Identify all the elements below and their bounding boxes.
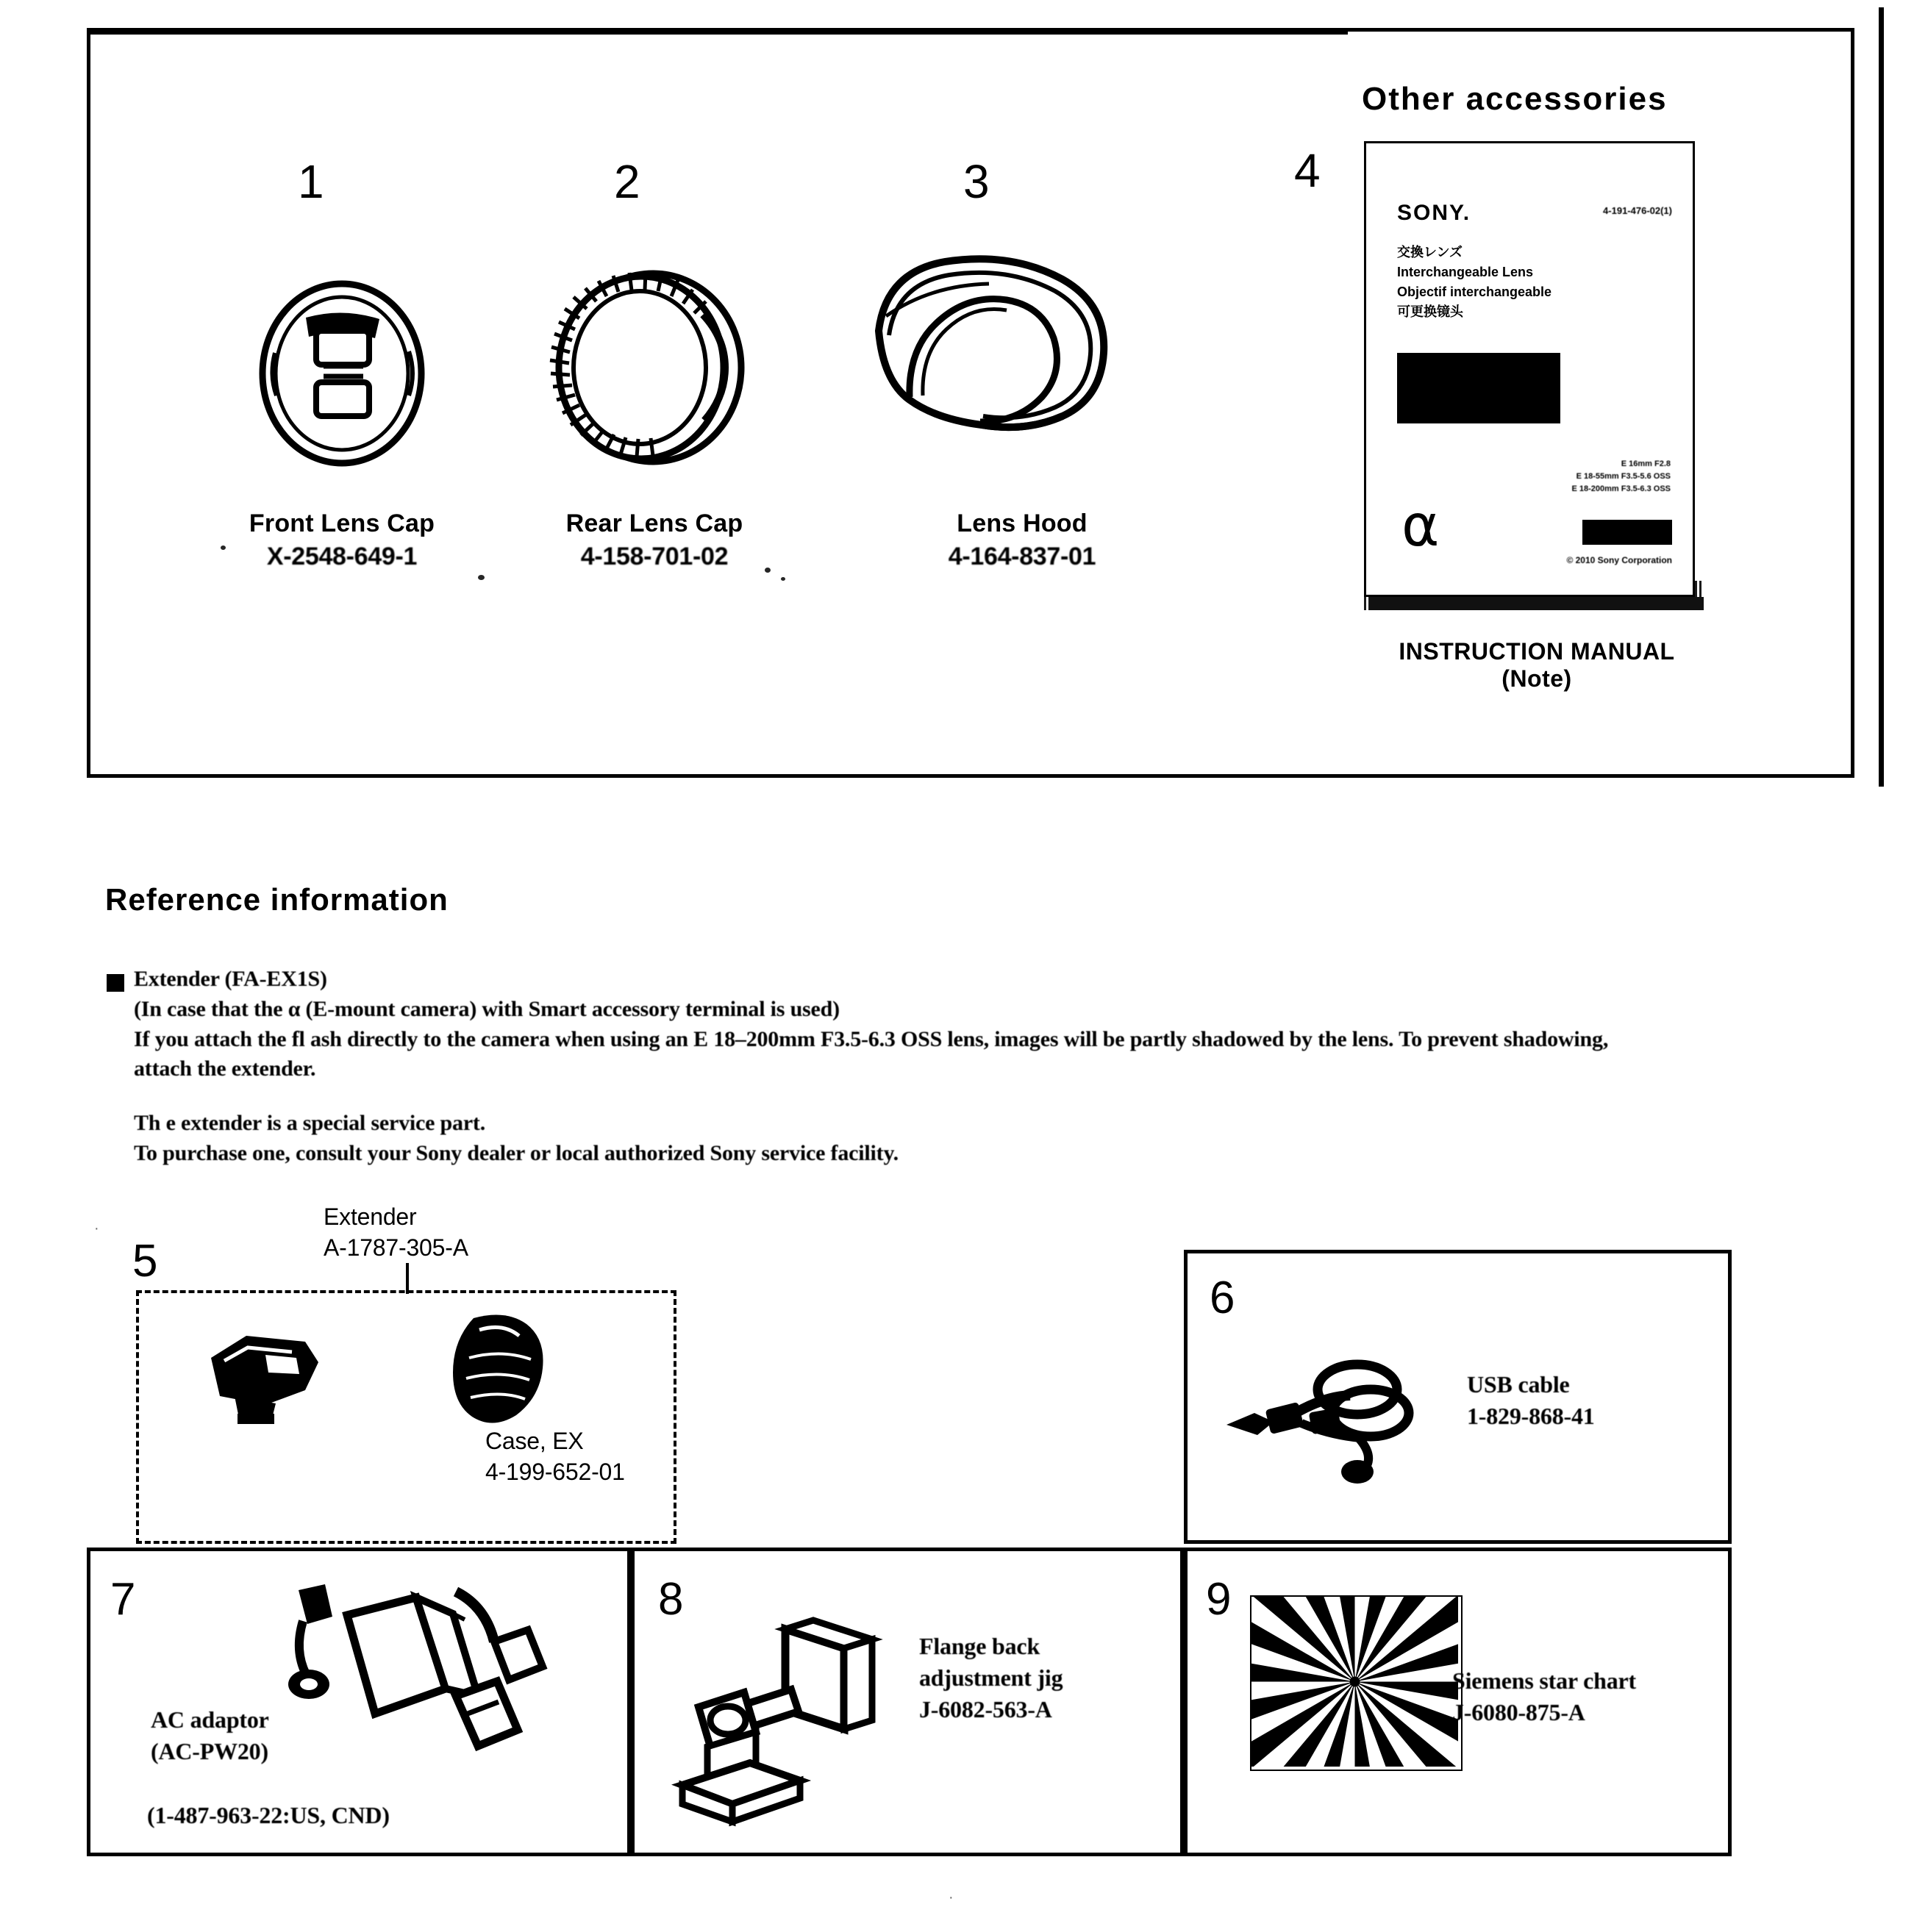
figure-number-9: 9 <box>1206 1574 1232 1625</box>
manual-title-en: Interchangeable Lens <box>1397 265 1534 279</box>
siemens-star-chart-part-number: J-6080-875-A <box>1452 1699 1585 1726</box>
rear-lens-cap-illustration <box>529 257 765 471</box>
extender-illustration <box>195 1320 335 1430</box>
usb-cable-illustration <box>1213 1345 1456 1492</box>
manual-title-cn: 可更换镜头 <box>1397 304 1463 319</box>
front-lens-cap-part-number: X-2548-649-1 <box>266 543 418 570</box>
sony-logo: SONY. <box>1397 201 1471 225</box>
crop-mark-left: · <box>94 1220 99 1237</box>
ac-adaptor-illustration <box>235 1577 551 1797</box>
manual-title-fr: Objectif interchangeable <box>1397 285 1552 299</box>
alpha-logo: α <box>1401 493 1440 559</box>
figure-number-4: 4 <box>1294 144 1321 197</box>
figure-number-2: 2 <box>614 155 640 208</box>
service-part-note-line-2: To purchase one, consult your Sony dealer or local authorized Sony service facility. <box>134 1141 899 1165</box>
usb-cable-part-number: 1-829-868-41 <box>1467 1403 1595 1430</box>
extender-subheading: (In case that the α (E-mount camera) with Smart accessory terminal is used) <box>134 997 840 1021</box>
figure-number-3: 3 <box>963 155 990 208</box>
page-right-edge-rule <box>1879 7 1884 787</box>
figure-number-6: 6 <box>1210 1273 1235 1323</box>
instruction-manual-cover <box>1364 141 1695 597</box>
ac-adaptor-model: (AC-PW20) <box>151 1738 268 1765</box>
service-part-note-line-1: Th e extender is a special service part. <box>134 1111 486 1135</box>
manual-shadow-solid <box>1369 597 1704 610</box>
manual-copyright: © 2010 Sony Corporation <box>1566 555 1672 565</box>
manual-model-3: E 18-200mm F3.5-6.3 OSS <box>1571 484 1671 494</box>
figure-number-5: 5 <box>132 1236 158 1287</box>
rear-lens-cap-part-number: 4-158-701-02 <box>580 543 729 570</box>
usb-cable-label <box>1467 1369 1595 1432</box>
instruction-manual-caption: INSTRUCTION MANUAL (Note) <box>1399 638 1675 692</box>
lens-hood-label: Lens Hood <box>957 509 1088 537</box>
manual-model-2: E 18-55mm F3.5-5.6 OSS <box>1576 472 1671 482</box>
siemens-star-illustration <box>1250 1595 1463 1771</box>
case-ex-name: Case, EX <box>485 1428 584 1454</box>
front-lens-cap-illustration <box>235 265 449 471</box>
lens-hood-part-number: 4-164-837-01 <box>948 543 1096 570</box>
extender-case-illustration <box>435 1305 568 1434</box>
manual-doc-code: 4-191-476-02(1) <box>1603 205 1672 216</box>
ac-adaptor-name: AC adaptor <box>151 1706 269 1733</box>
extender-heading: Extender (FA-EX1S) <box>134 967 327 991</box>
ac-adaptor-label <box>151 1704 269 1767</box>
extender-paragraph-line-1: If you attach the fl ash directly to the camera when using an E 18–200mm F3.5-6.3 OSS lens, images will be partly shadowed by the lens. To prevent shadowing, <box>134 1027 1609 1051</box>
lens-hood-illustration <box>842 243 1129 478</box>
bullet-square-icon <box>107 974 124 992</box>
rear-lens-cap-label: Rear Lens Cap <box>565 509 743 537</box>
manual-title-jp: 交換レンズ <box>1397 245 1463 260</box>
extender-figure-part-number: A-1787-305-A <box>324 1234 468 1261</box>
extender-figure-label <box>324 1202 468 1263</box>
flange-back-jig-name-line-2: adjustment jig <box>919 1664 1063 1692</box>
flange-back-jig-part-number: J-6082-563-A <box>919 1696 1052 1723</box>
figure-number-1: 1 <box>298 155 324 208</box>
ac-adaptor-part-number: (1-487-963-22:US, CND) <box>147 1802 390 1828</box>
page-center-mark: · <box>949 1889 954 1906</box>
top-rule <box>87 28 1348 35</box>
extender-paragraph-line-2: attach the extender. <box>134 1056 316 1081</box>
flange-back-jig-label <box>919 1631 1063 1726</box>
case-ex-part-number: 4-199-652-01 <box>485 1458 625 1485</box>
flange-back-jig-illustration <box>662 1603 904 1838</box>
front-lens-cap-label: Front Lens Cap <box>249 509 435 537</box>
manual-cover-photo-block <box>1397 353 1560 423</box>
extender-leader-line <box>406 1263 409 1294</box>
siemens-star-chart-label <box>1452 1665 1636 1728</box>
manual-model-1: E 16mm F2.8 <box>1621 459 1671 468</box>
extender-figure-name: Extender <box>324 1203 417 1230</box>
flange-back-jig-name-line-1: Flange back <box>919 1633 1040 1659</box>
other-accessories-title: Other accessories <box>1362 81 1668 117</box>
figure-number-8: 8 <box>658 1574 684 1625</box>
figure-number-7: 7 <box>110 1574 136 1625</box>
siemens-star-chart-name: Siemens star chart <box>1452 1667 1636 1694</box>
manual-badge-block <box>1582 520 1672 545</box>
case-ex-label <box>485 1426 625 1487</box>
usb-cable-name: USB cable <box>1467 1371 1570 1398</box>
reference-information-title: Reference information <box>105 882 449 917</box>
